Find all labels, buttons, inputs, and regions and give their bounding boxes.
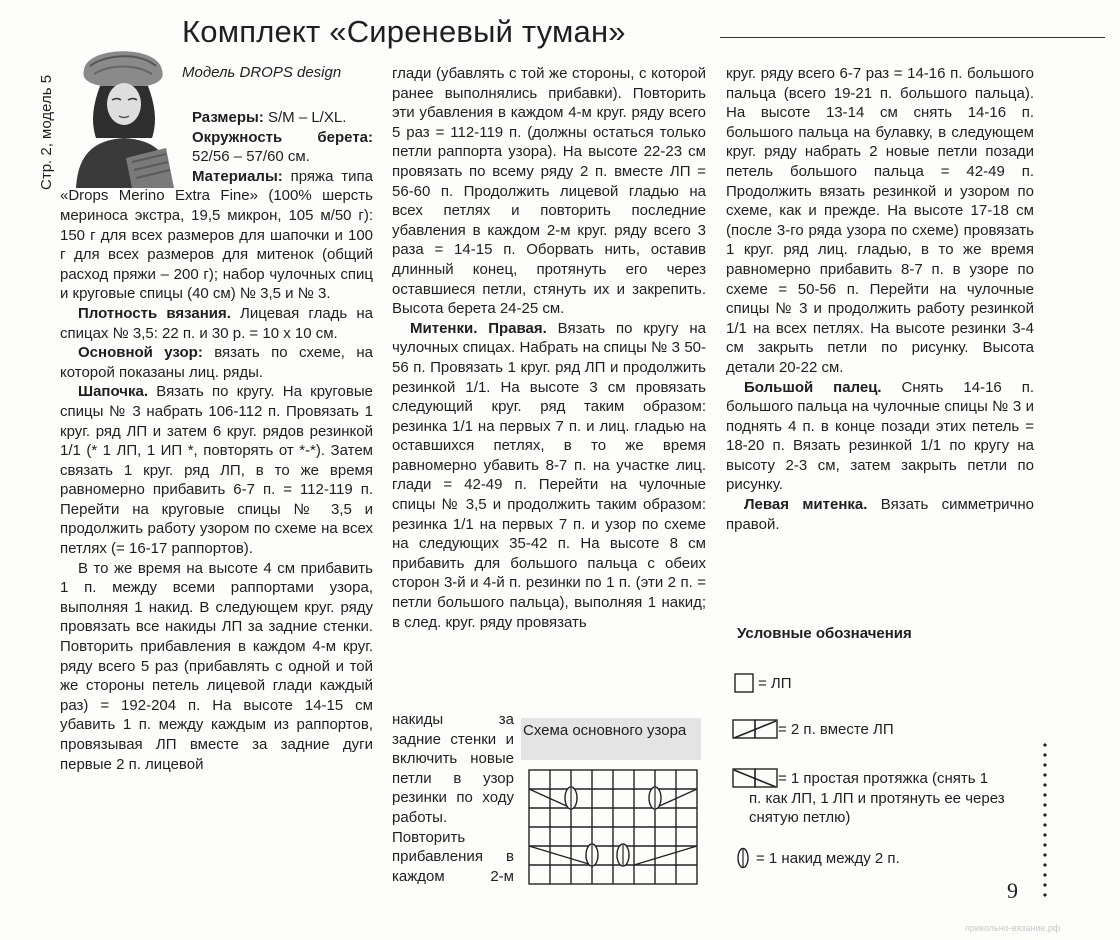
model-credit: Модель DROPS design <box>182 64 342 81</box>
circumference-value: 52/56 – 57/60 см. <box>192 148 310 166</box>
page-title: Комплект «Сиреневый туман» <box>182 14 626 49</box>
yarn-over-icon <box>736 847 750 869</box>
density-value: Лицевая гладь на спицах № 3,5: 22 п. и 30 р. = 10 х 10 см. <box>60 304 373 342</box>
materials-value: пряжа типа «Drops Merino Extra Fine» (100% шерсть мериноса экстра, 19,5 микрон, 105 м/50 г): 150 г для всех размеров для шапочки и 100 г для всех размеров для митенок (общий расход пряжи – 200 г); набор чулочных спиц и круговые спицы (40 см) № 3,5 и № 3. <box>60 167 373 303</box>
column-2 <box>392 64 706 632</box>
pattern-chart-grid <box>528 769 698 885</box>
left-slash-square-icon <box>732 768 778 788</box>
hat-paragraph-2: В то же время на высоте 4 см прибавить 1 п. между всеми раппортами узора, выполняя 1 накид. В следующем круг. ряду провязать все накиды ЛП за задние стенки. Повторить прибавления в каждом 4-м круг. ряду всего 5 раз (прибавлять с одной и той же стороны петель лицевой глади каждый раз) = 192-204 п. На высоте 14-15 см убавить 1 п. между каждым из раппортов, провязывая ЛП вместе за задние дуги первые 2 п. лицевой <box>60 559 373 773</box>
hat-value: Вязать по кругу. На круговые спицы № 3 набрать 106-112 п. Провязать 1 круг. ряд ЛП и затем 6 круг. рядов резинкой 1/1 (* 1 ЛП, 1 ИП *, повторять от *-*). Затем связать 1 круг. ряд ЛП, в то же время равномерно прибавить 6-7 п. = 112-119 п. Перейти на круговые спицы № 3,5 и продолжить работу узором по схеме на всех петлях (= 16-17 раппортов). <box>60 383 373 558</box>
pattern-value: вязать по схеме, на которой показаны лиц. ряды. <box>60 344 373 381</box>
circumference-label: Окружность берета: <box>192 128 373 146</box>
legend-item-yo <box>736 847 750 874</box>
thumb-paragraph <box>726 378 1034 496</box>
left-mitten-value: Вязать симметрично правой. <box>726 496 1034 533</box>
decorative-dots-vertical <box>1042 740 1048 900</box>
pattern-paragraph <box>60 343 373 382</box>
thumb-value: Снять 14-16 п. большого пальца на чулочные спицы № 3 и поднять 4 п. в конце позади этих петель = 18-20 п. Вязать резинкой 1/1 по кругу на высоту 2-3 см, затем закрыть петли по рисунку. <box>726 378 1034 494</box>
materials-label: Материалы: <box>192 167 283 185</box>
mitten-label: Митенки. Правая. <box>410 319 547 337</box>
title-rule <box>720 37 1105 38</box>
right-slash-square-icon <box>732 719 778 739</box>
legend-item-knit <box>734 673 754 698</box>
legend-text-skpo-1: = 1 простая протяжка (снять 1 <box>778 770 989 787</box>
page-number: 9 <box>1007 878 1018 903</box>
column-3 <box>726 64 1034 534</box>
sizes-value: S/M – L/XL. <box>263 109 347 126</box>
circumference-paragraph <box>192 128 373 167</box>
mitten-continuation: накиды за задние стенки и включить новые петли в узор резинки по ходу работы. Повторить прибавления в каждом 2-м <box>392 711 514 885</box>
sizes-label: Размеры: <box>192 109 264 126</box>
density-label: Плотность вязания. <box>78 304 231 322</box>
mitten-continuation-paragraph: круг. ряду всего 6-7 раз = 14-16 п. большого пальца (всего 19-21 п. большого пальца). На высоте 13-14 см снять 14-16 п. большого пальца на булавку, в следующем круг. ряду набрать 2 новые петли позади петель большого пальца = 42-49 п. Продолжить вязать резинкой и узором по схеме, как и прежде. На высоте 17-18 см (после 3-го ряда узора по схеме) провязать 1 круг. ряд лиц. гладью, в то же время равномерно прибавить 8-7 п. в узоре по схеме = 50-56 п. Перейти на чулочные спицы № 3 и продолжить работу резинкой 1/1 на всех петлях. На высоте резинки 3-4 см закрыть петли по рисунку. Высота детали 20-22 см. <box>726 65 1034 376</box>
column-1 <box>60 108 373 774</box>
mitten-value: Вязать по кругу на чулочных спицах. Набрать на спицы № 3 50-56 п. Провязать 1 круг. ряд ЛП и продолжить резинкой 1/1. На высоте 3 см провязать следующий круг. ряд таким образом: резинка 1/1 на первых 7 п. и лиц. гладью на оставшихся петлях, в то же время равномерно убавить 8-7 п. на участке лиц. глади = 42-49 п. Перейти на чулочные спицы № 3,5 и продолжить таким образом: резинка 1/1 на первых 7 п. и узор по схеме на следующих 35-42 п. На высоте 8 см прибавить для большого пальца с обеих сторон 3-й и 4-й п. резинки по 1 п. (эти 2 п. = петли большого пальца), выполняя 1 накид; в след. круг. ряду провязать <box>392 319 706 631</box>
left-mitten-paragraph <box>726 495 1034 534</box>
density-paragraph <box>60 304 373 343</box>
schema-title: Схема основного узора <box>523 722 687 739</box>
materials-paragraph <box>60 167 373 304</box>
legend-text-k2tog: = 2 п. вместе ЛП <box>778 721 894 738</box>
legend-text-yo: = 1 накид между 2 п. <box>756 850 900 867</box>
left-mitten-label: Левая митенка. <box>744 496 868 514</box>
sizes-paragraph <box>192 108 373 128</box>
column-2-narrow <box>392 710 514 886</box>
legend-title: Условные обозначения <box>737 625 912 642</box>
legend-text-skpo-2: п. как ЛП, 1 ЛП и протянуть ее через <box>749 790 1005 807</box>
legend-text-skpo-3: снятую петлю) <box>749 809 851 826</box>
mitten-paragraph <box>392 319 706 633</box>
legend-item-k2tog <box>732 719 778 744</box>
hat-label: Шапочка. <box>78 383 148 401</box>
hat-continuation-paragraph: глади (убавлять с той же стороны, с которой ранее выполнялись прибавки). Повторить эти убавления в каждом 4-м круг. ряду всего 5 раз = 112-119 п. (должны остаться только петли раппорта узора). На высоте 22-23 см провязать по всему ряду 2 п. вместе ЛП = 56-60 п. Продолжить лицевой гладью на всех петлях и повторить последние убавления в каждом 2-м круг. ряду всего 3 раза = 14-15 п. Оборвать нить, оставив длинный конец, протянуть его через оставшиеся петли, стянуть их и закрепить. Высота берета 24-25 см. <box>392 65 706 318</box>
side-label: Стр. 2, модель 5 <box>38 74 55 190</box>
pattern-label: Основной узор: <box>78 344 203 362</box>
empty-square-icon <box>734 673 754 693</box>
watermark: прикольно-вязание.рф <box>965 923 1061 933</box>
thumb-label: Большой палец. <box>744 378 882 396</box>
pattern-chart <box>528 769 698 890</box>
legend-text-knit: = ЛП <box>758 675 792 692</box>
hat-paragraph <box>60 382 373 558</box>
